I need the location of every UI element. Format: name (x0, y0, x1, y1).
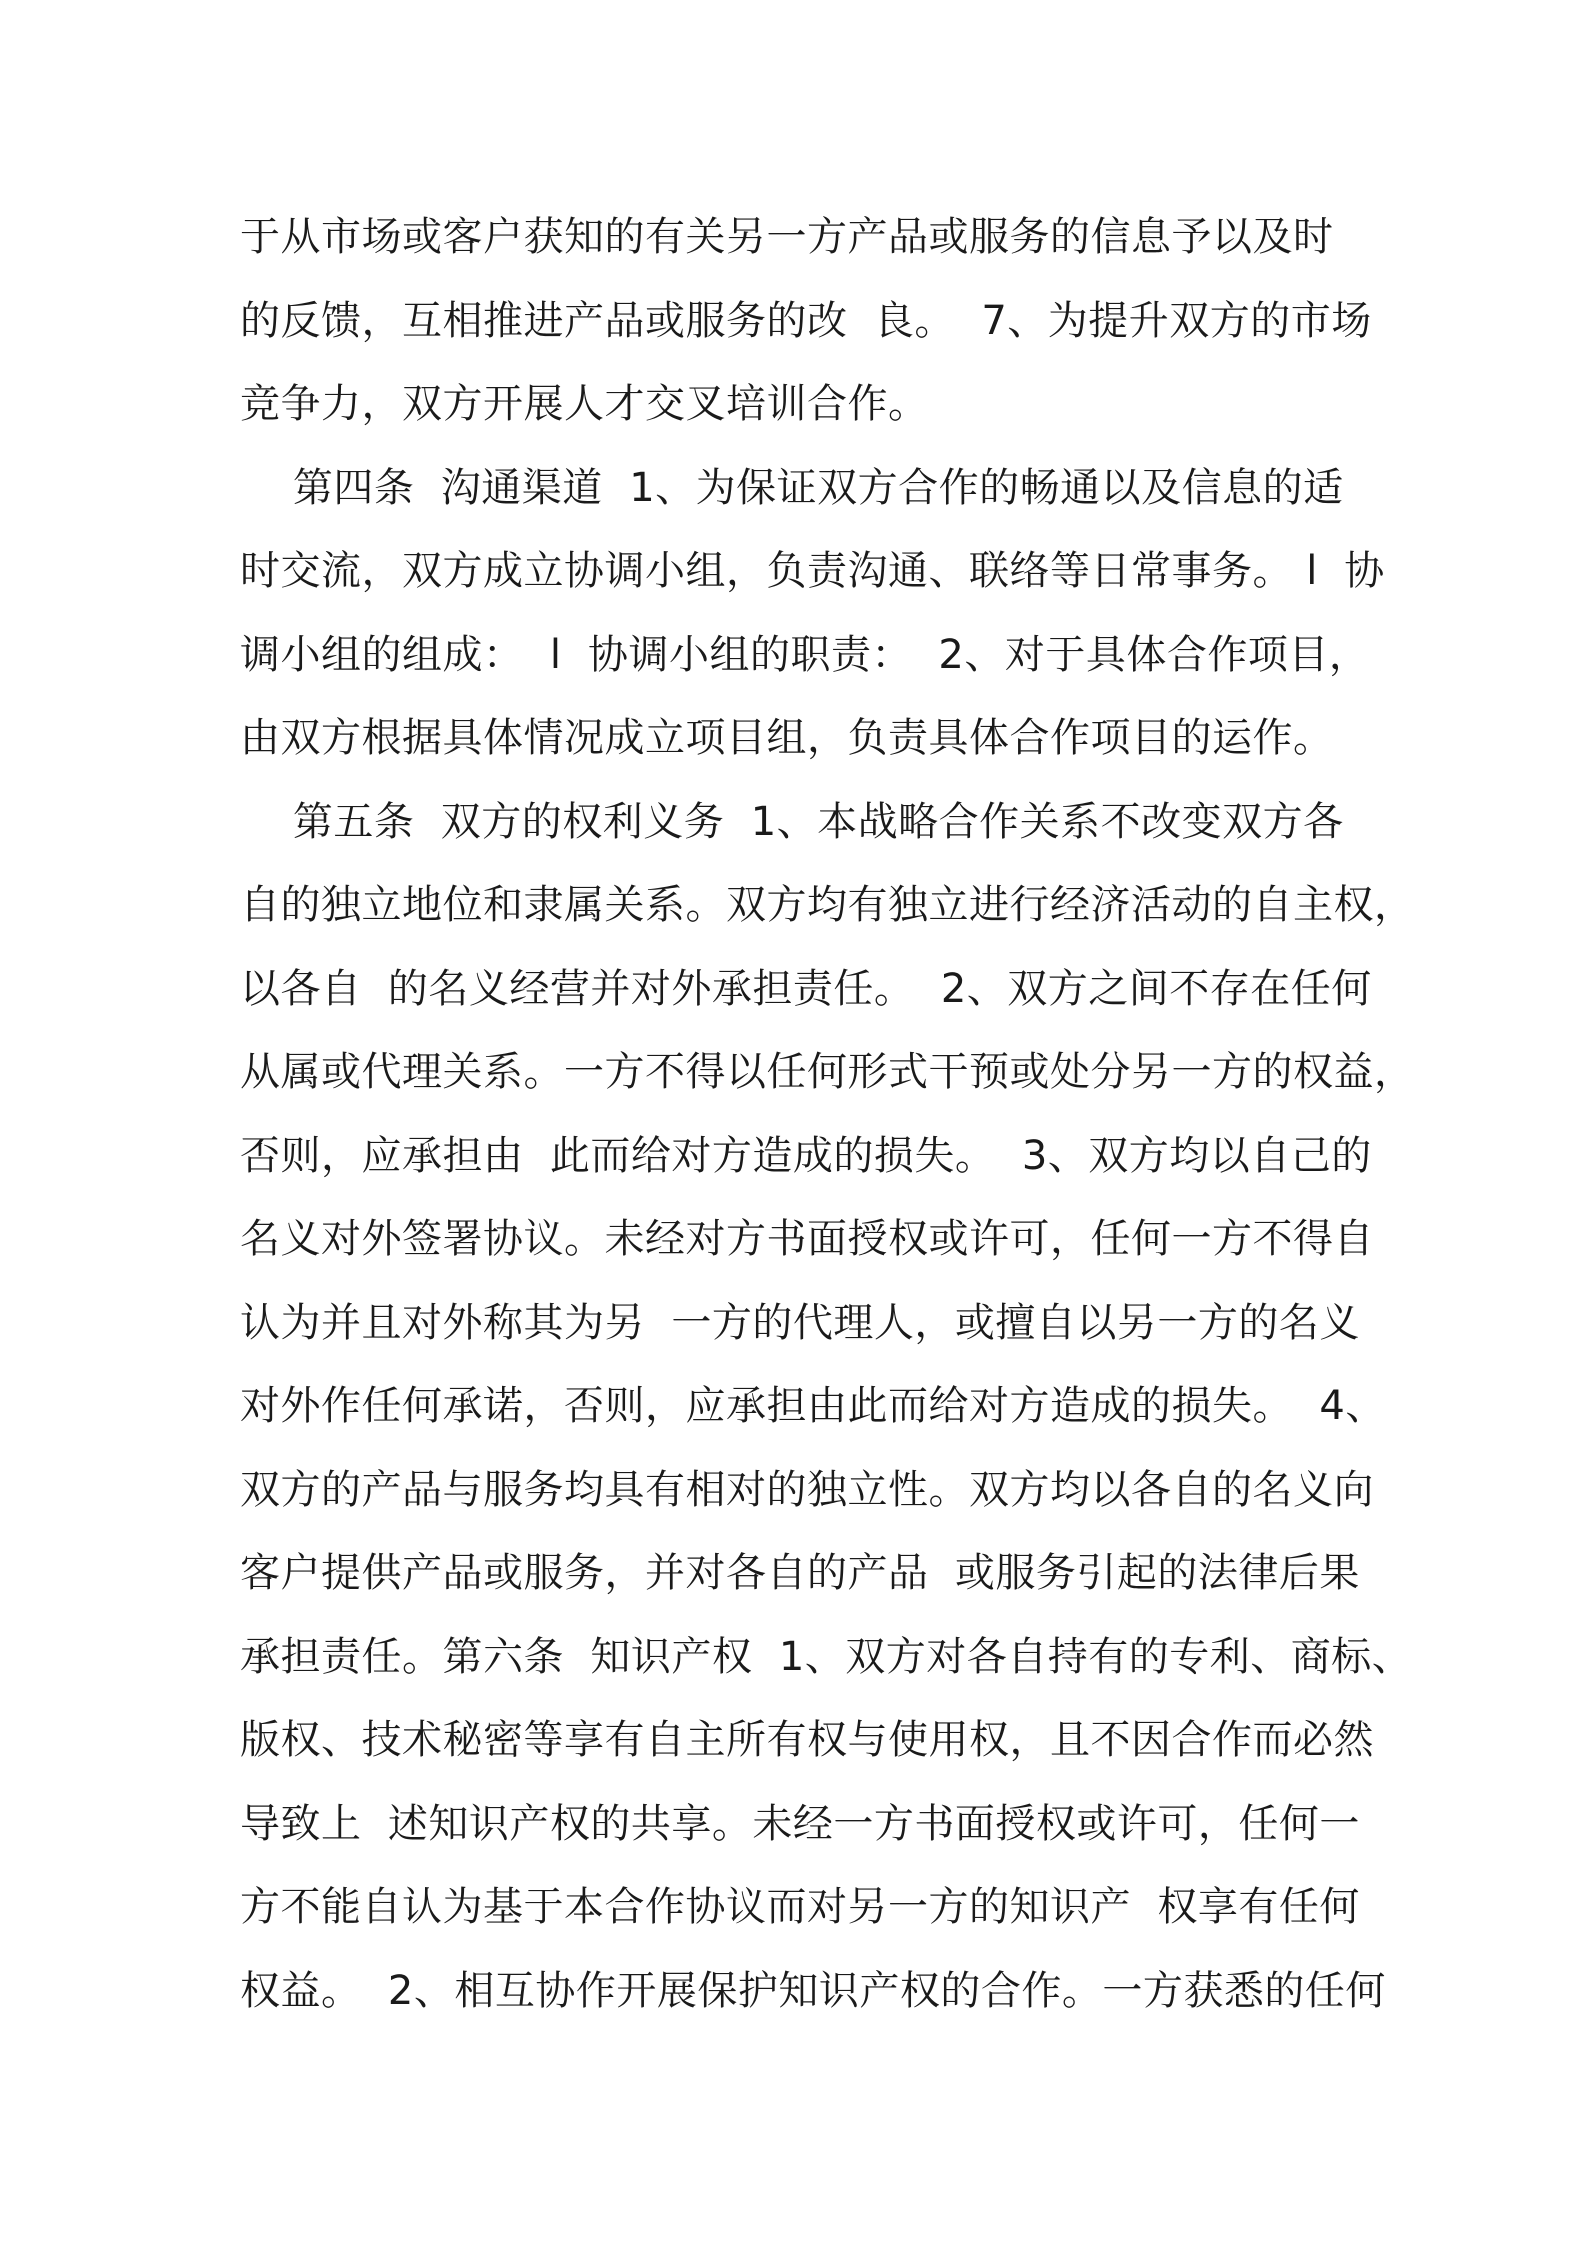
text-line: 名义对外签署协议。未经对方书面授权或许可，任何一方不得自 (240, 1216, 1374, 1262)
text-line: 时交流，双方成立协调小组，负责沟通、联络等日常事务。 l 协 (240, 548, 1385, 594)
text-line: 导致上 述知识产权的共享。未经一方书面授权或许可，任何一 (240, 1800, 1360, 1847)
text-line: 对外作任何承诺，否则，应承担由此而给对方造成的损失。 4、 (240, 1383, 1386, 1429)
text-line: 方不能自认为基于本合作协议而对另一方的知识产 权享有任何 (240, 1884, 1360, 1930)
text-line: 从属或代理关系。一方不得以任何形式干预或处分另一方的权益， (240, 1049, 1415, 1095)
text-line: 认为并且对外称其为另 一方的代理人，或擅自以另一方的名义 (240, 1299, 1360, 1346)
text-line: 竞争力，双方开展人才交叉培训合作。 (240, 381, 929, 427)
text-line: 以各自 的名义经营并对外承担责任。 2、双方之间不存在任何 (240, 965, 1372, 1012)
text-line: 第五条 双方的权利义务 1、本战略合作关系不改变双方各 (240, 798, 1344, 845)
text-line: 于从市场或客户获知的有关另一方产品或服务的信息予以及时 (240, 214, 1334, 260)
text-line: 双方的产品与服务均具有相对的独立性。双方均以各自的名义向 (240, 1466, 1374, 1513)
text-line: 客户提供产品或服务，并对各自的产品 或服务引起的法律后果 (240, 1550, 1360, 1596)
text-line: 由双方根据具体情况成立项目组，负责具体合作项目的运作。 (240, 715, 1334, 761)
text-line: 调小组的组成： l 协调小组的职责： 2、对于具体合作项目， (240, 631, 1370, 678)
body-text (240, 196, 1415, 2033)
text-line: 自的独立地位和隶属关系。双方均有独立进行经济活动的自主权， (240, 882, 1415, 928)
text-line: 否则，应承担由 此而给对方造成的损失。 3、双方均以自己的 (240, 1132, 1372, 1179)
text-line: 版权、技术秘密等享有自主所有权与使用权，且不因合作而必然 (240, 1717, 1374, 1763)
text-line: 第四条 沟通渠道 1、为保证双方合作的畅通以及信息的适 (240, 464, 1344, 511)
text-line: 的反馈，互相推进产品或服务的改 良。 7、为提升双方的市场 (240, 297, 1372, 344)
text-line: 权益。 2、相互协作开展保护知识产权的合作。一方获悉的任何 (240, 1967, 1386, 2014)
text-line: 承担责任。第六条 知识产权 1、双方对各自持有的专利、商标、 (240, 1633, 1413, 1680)
